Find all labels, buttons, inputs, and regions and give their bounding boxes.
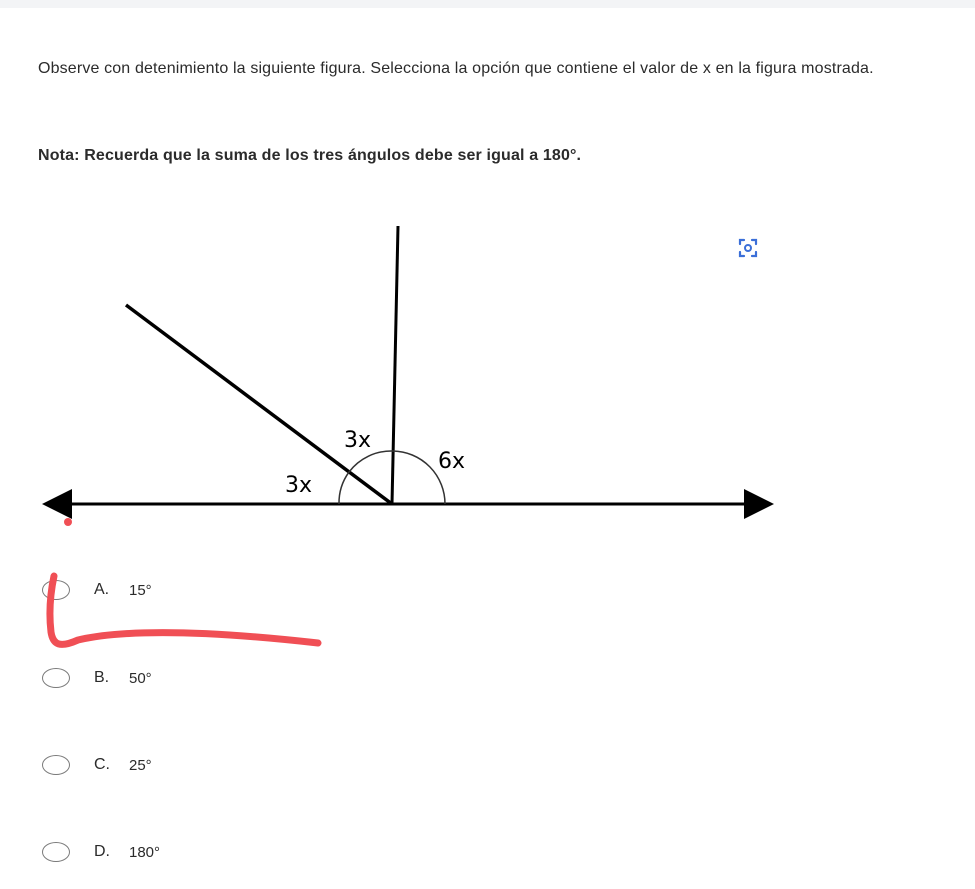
option-a[interactable]	[42, 578, 152, 602]
option-value: 25°	[129, 756, 152, 774]
radio-button[interactable]	[42, 755, 70, 775]
angle-arc-middle	[349, 451, 393, 472]
radio-button[interactable]	[42, 580, 70, 600]
option-value: 180°	[129, 843, 161, 861]
question-prompt: Observe con detenimiento la siguiente figura. Selecciona la opción que contiene el valor de x en la figura mostrada.	[38, 60, 874, 77]
annotation-dot	[64, 518, 72, 526]
radio-button[interactable]	[42, 668, 70, 688]
option-letter: B.	[94, 669, 110, 686]
angle-label-left: 3x	[285, 473, 313, 498]
radio-button[interactable]	[42, 842, 70, 862]
option-letter: A.	[94, 581, 110, 598]
option-value: 15°	[129, 581, 152, 599]
angle-arc-left	[339, 472, 349, 504]
vertical-ray	[392, 226, 398, 504]
angle-label-middle: 3x	[344, 428, 372, 453]
option-c[interactable]	[42, 753, 152, 777]
angle-label-right: 6x	[438, 449, 466, 474]
diagonal-ray	[126, 305, 392, 504]
option-letter: C.	[94, 756, 110, 773]
question-note: Nota: Recuerda que la suma de los tres ángulos debe ser igual a 180°.	[38, 147, 582, 164]
option-b[interactable]	[42, 666, 152, 690]
top-strip	[0, 0, 975, 8]
expand-image-icon[interactable]	[730, 230, 766, 266]
angle-figure	[0, 210, 800, 530]
option-value: 50°	[129, 669, 152, 687]
option-letter: D.	[94, 843, 110, 860]
option-d[interactable]	[42, 840, 160, 864]
